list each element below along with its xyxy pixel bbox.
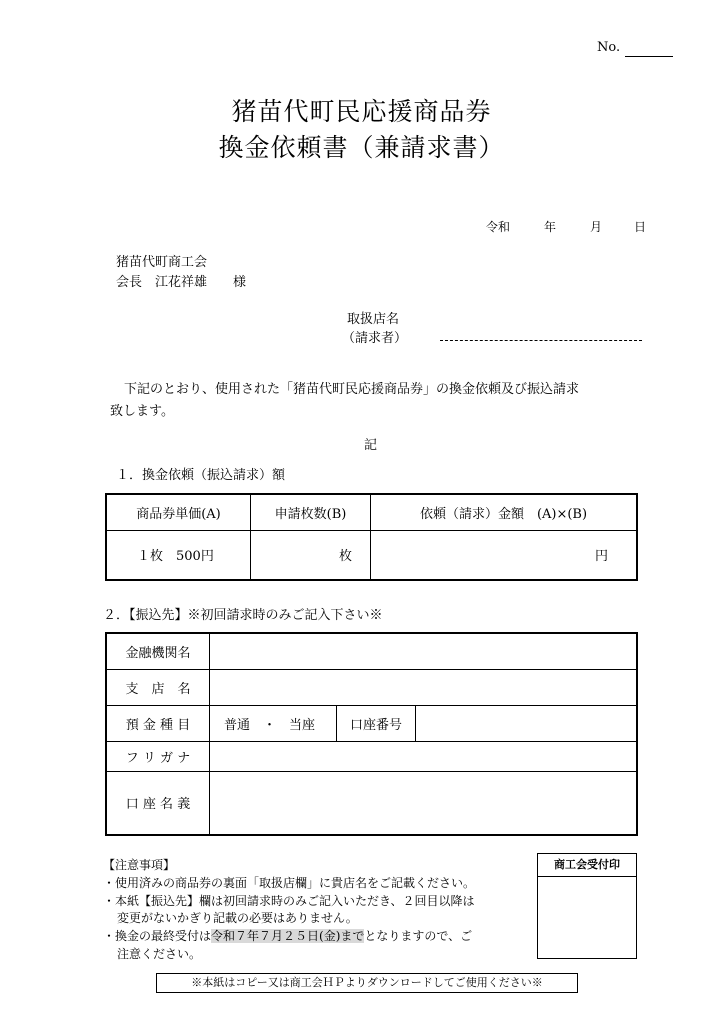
notes-item-3-post: となりますので、ご — [364, 929, 473, 943]
footer-note: ※本紙はコピー又は商工会ＨＰよりダウンロードしてご使用ください※ — [156, 973, 578, 993]
notes-item-1: ・使用済みの商品券の裏面「取扱店欄」に貴店名をご記載ください。 — [103, 876, 476, 890]
furigana-field[interactable] — [210, 741, 638, 771]
count-cell[interactable] — [251, 530, 371, 580]
date-year: 年 — [544, 220, 557, 234]
amount-header: 依頼（請求）金額 (A)×(B) — [371, 494, 638, 530]
body-line-1: 下記のとおり、使用された「猪苗代町民応援商品券」の換金依頼及び振込請求 — [124, 382, 580, 397]
date-era: 令和 — [486, 220, 511, 234]
requester-sub: （請求者） — [342, 331, 408, 346]
amount-cell[interactable] — [371, 530, 638, 580]
notes-item-2a: ・本紙【振込先】欄は初回請求時のみご記入いただき、２回目以降は — [103, 894, 475, 908]
section1-heading: １．換金依頼（振込請求）額 — [116, 468, 286, 483]
notes-item-3 — [103, 927, 472, 944]
notes-item-3-pre: ・換金の最終受付は — [103, 929, 212, 943]
account-number-field[interactable] — [416, 705, 638, 741]
bank-name-label: 金融機関名 — [106, 633, 210, 669]
furigana-label: フ リ ガ ナ — [106, 741, 210, 771]
notes-item-3b: 注意ください。 — [117, 947, 202, 961]
bank-name-field[interactable] — [210, 633, 638, 669]
reception-stamp-box — [537, 853, 637, 959]
unit-price-value: １枚 500円 — [137, 549, 214, 565]
account-holder-label: 口 座 名 義 — [106, 771, 210, 835]
count-header: 申請枚数(B) — [251, 494, 371, 530]
amount-unit: 円 — [594, 549, 608, 565]
unit-price-cell — [106, 530, 251, 580]
addressee-person: 会長 江花祥雄 様 — [116, 275, 247, 290]
requester-label: 取扱店名 — [347, 312, 400, 327]
account-number-label: 口座番号 — [337, 705, 416, 741]
account-type-options[interactable]: 普通 ・ 当座 — [210, 705, 337, 741]
account-holder-field[interactable] — [210, 771, 638, 835]
unit-price-header: 商品券単価(A) — [106, 494, 251, 530]
notes-title: 【注意事項】 — [103, 858, 176, 872]
branch-field[interactable] — [210, 669, 638, 705]
requester-signature-line[interactable] — [440, 340, 642, 341]
branch-label: 支 店 名 — [106, 669, 210, 705]
ki-mark: 記 — [364, 438, 378, 453]
bank-account-table — [105, 632, 638, 836]
count-unit: 枚 — [338, 549, 352, 565]
section2-heading: ２．【振込先】※初回請求時のみご記入下さい※ — [103, 608, 383, 623]
reception-stamp-label: 商工会受付印 — [538, 854, 636, 877]
date-day: 日 — [634, 220, 647, 234]
document-number-line — [625, 56, 673, 57]
document-number-label: No. — [597, 40, 621, 55]
page-subtitle: 換金依頼書（兼請求書） — [218, 133, 505, 162]
exchange-amount-table — [105, 493, 638, 581]
date-month: 月 — [590, 220, 603, 234]
page-title: 猪苗代町民応援商品券 — [231, 97, 492, 126]
deadline-highlight: 令和７年７月２５日(金)まで — [211, 929, 365, 943]
account-type-label: 預 金 種 目 — [106, 705, 210, 741]
notes-item-2b: 変更がないかぎり記載の必要はありません。 — [117, 911, 358, 925]
body-line-2: 致します。 — [110, 404, 174, 419]
addressee-org: 猪苗代町商工会 — [116, 255, 208, 270]
